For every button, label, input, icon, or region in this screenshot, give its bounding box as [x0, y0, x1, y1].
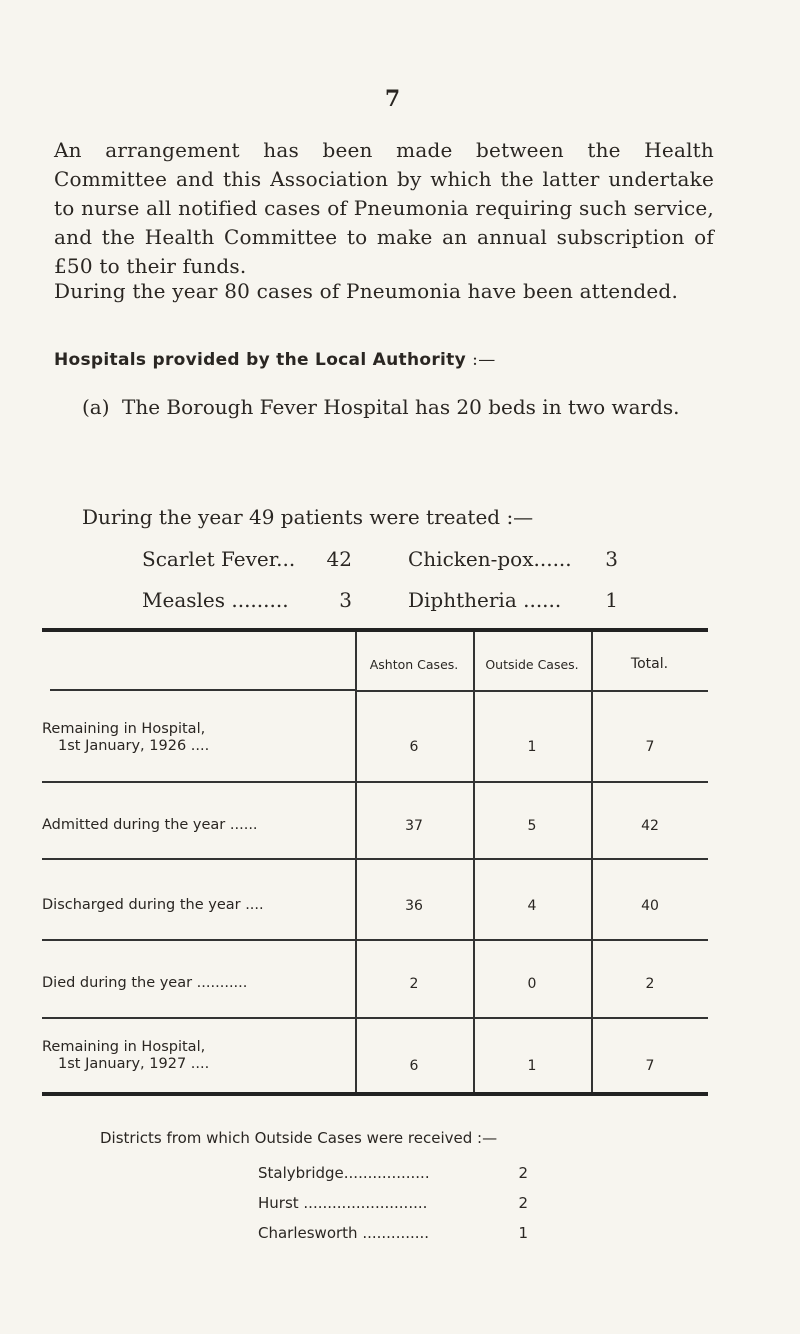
item-a-text: The Borough Fever Hospital has 20 beds in two wards.: [122, 395, 680, 419]
district-row: [258, 1194, 528, 1212]
disease-count: 42: [326, 547, 352, 571]
item-a-label: (a): [82, 395, 110, 419]
page-number: 7: [384, 86, 401, 112]
table-cell: 1: [527, 1058, 537, 1074]
column-header-outside: Outside Cases.: [485, 656, 579, 672]
table-rule: [42, 781, 708, 783]
column-header-total: Total.: [630, 655, 669, 672]
row-label: Discharged during the year ....: [42, 897, 264, 913]
district-name: Charlesworth ..............: [258, 1224, 430, 1242]
district-row: [258, 1224, 528, 1242]
table-cell: 5: [527, 818, 537, 834]
paragraph-pneumonia-arrangement: An arrangement has been made between the Health Committee and this Association by which the latter undertake to nurse all notified cases of Pneumonia requiring such service, and the Health Committee to make an annual subscription of £50 to their funds.: [54, 138, 714, 278]
district-row: [258, 1164, 528, 1182]
table-rule: [42, 858, 708, 860]
section-heading-text: Hospitals provided by the Local Authority: [54, 350, 466, 370]
table-cell: 4: [527, 898, 537, 914]
table-rule: [50, 689, 355, 691]
table-cell: 6: [409, 739, 419, 755]
disease-name: Diphtheria ......: [408, 588, 562, 612]
disease-count: 1: [605, 588, 618, 612]
row-label: Died during the year ...........: [42, 975, 248, 991]
disease-count: 3: [605, 547, 618, 571]
row-label: Admitted during the year ......: [42, 817, 258, 833]
table-cell: 1: [527, 739, 537, 755]
table-divider: [591, 632, 593, 1092]
district-count: 2: [518, 1194, 528, 1212]
table-rule: [42, 1017, 708, 1019]
row-label: [42, 1039, 209, 1073]
table-cell: 42: [641, 818, 659, 834]
table-rule: [355, 690, 708, 692]
disease-name: Scarlet Fever...: [142, 547, 296, 571]
column-header-ashton: Ashton Cases.: [369, 656, 459, 672]
table-divider: [473, 632, 475, 1092]
district-count: 2: [518, 1164, 528, 1182]
table-rule: [42, 939, 708, 941]
patients-intro: During the year 49 patients were treated :—: [82, 505, 534, 529]
table-cell: 36: [405, 898, 423, 914]
section-heading-suffix: :—: [472, 350, 496, 370]
row-label-line: 1st January, 1926 ....: [58, 738, 210, 754]
paragraph-pneumonia-cases: During the year 80 cases of Pneumonia have been attended.: [54, 279, 678, 303]
section-heading: [54, 350, 496, 370]
table-cell: 0: [527, 976, 537, 992]
table-divider: [355, 632, 357, 1092]
table-cell: 2: [645, 976, 655, 992]
table-cell: 37: [405, 818, 423, 834]
table-cell: 40: [641, 898, 659, 914]
row-label-line: Remaining in Hospital,: [42, 721, 206, 737]
disease-name: Measles .........: [142, 588, 289, 612]
item-a: [82, 393, 722, 422]
table-cell: 7: [645, 739, 655, 755]
table-cell: 7: [645, 1058, 655, 1074]
disease-name: Chicken-pox......: [408, 547, 572, 571]
district-name: Stalybridge..................: [258, 1164, 430, 1182]
disease-count: 3: [339, 588, 352, 612]
row-label-line: 1st January, 1927 ....: [58, 1056, 210, 1072]
hospital-table: [42, 628, 708, 1096]
table-cell: 2: [409, 976, 419, 992]
row-label-line: Remaining in Hospital,: [42, 1039, 206, 1055]
row-label: [42, 721, 209, 755]
district-count: 1: [518, 1224, 528, 1242]
district-name: Hurst ..........................: [258, 1194, 428, 1212]
districts-title: Districts from which Outside Cases were received :—: [100, 1129, 498, 1147]
table-cell: 6: [409, 1058, 419, 1074]
